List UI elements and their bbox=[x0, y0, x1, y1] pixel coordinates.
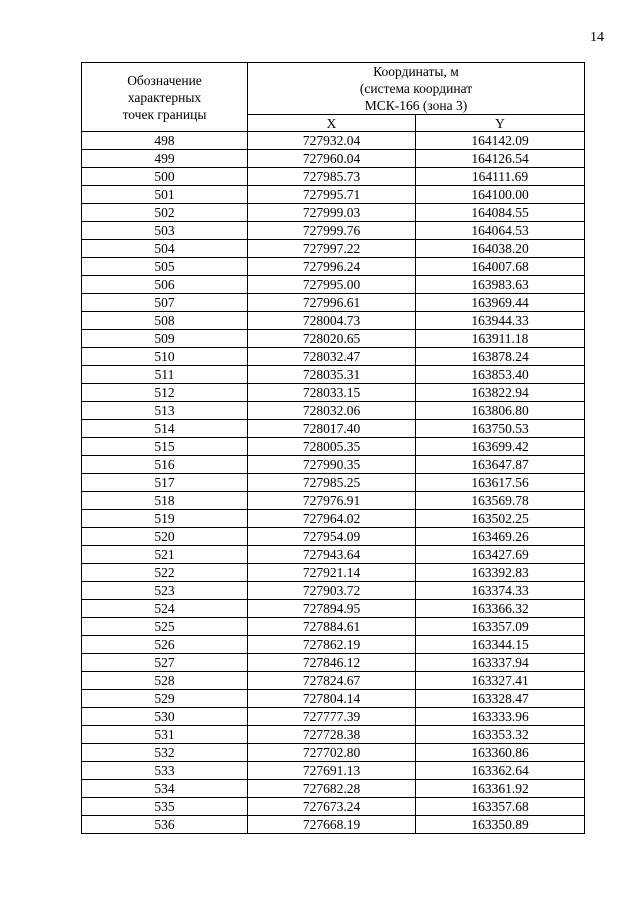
x-coordinate-cell: 727985.73 bbox=[248, 168, 416, 186]
y-coordinate-cell: 163469.26 bbox=[416, 528, 585, 546]
y-coordinate-cell: 163362.64 bbox=[416, 762, 585, 780]
x-coordinate-cell: 727990.35 bbox=[248, 456, 416, 474]
x-coordinate-cell: 727862.19 bbox=[248, 636, 416, 654]
y-coordinate-cell: 163327.41 bbox=[416, 672, 585, 690]
point-cell: 507 bbox=[82, 294, 248, 312]
x-coordinate-cell: 727995.71 bbox=[248, 186, 416, 204]
table-row bbox=[82, 636, 585, 654]
y-column-header: Y bbox=[416, 115, 585, 132]
table-row bbox=[82, 744, 585, 762]
table-row bbox=[82, 312, 585, 330]
point-cell: 504 bbox=[82, 240, 248, 258]
table-row bbox=[82, 168, 585, 186]
table-row bbox=[82, 492, 585, 510]
y-coordinate-cell: 163647.87 bbox=[416, 456, 585, 474]
y-coordinate-cell: 163357.09 bbox=[416, 618, 585, 636]
coord-header-line: МСК-166 (зона 3) bbox=[364, 98, 468, 113]
point-cell: 513 bbox=[82, 402, 248, 420]
y-coordinate-cell: 164111.69 bbox=[416, 168, 585, 186]
page-number: 14 bbox=[590, 30, 604, 45]
x-coordinate-cell: 728017.40 bbox=[248, 420, 416, 438]
y-coordinate-cell: 163333.96 bbox=[416, 708, 585, 726]
table-row bbox=[82, 330, 585, 348]
x-coordinate-cell: 727903.72 bbox=[248, 582, 416, 600]
table-row bbox=[82, 204, 585, 222]
y-coordinate-cell: 163337.94 bbox=[416, 654, 585, 672]
table-row bbox=[82, 726, 585, 744]
y-coordinate-cell: 164126.54 bbox=[416, 150, 585, 168]
x-coordinate-cell: 727996.24 bbox=[248, 258, 416, 276]
y-coordinate-cell: 163502.25 bbox=[416, 510, 585, 528]
y-coordinate-cell: 163944.33 bbox=[416, 312, 585, 330]
x-coordinate-cell: 727682.28 bbox=[248, 780, 416, 798]
point-cell: 508 bbox=[82, 312, 248, 330]
point-designation-header bbox=[82, 63, 248, 132]
y-coordinate-cell: 163911.18 bbox=[416, 330, 585, 348]
x-coordinate-cell: 728032.47 bbox=[248, 348, 416, 366]
point-cell: 501 bbox=[82, 186, 248, 204]
table-row bbox=[82, 762, 585, 780]
x-coordinate-cell: 728020.65 bbox=[248, 330, 416, 348]
table-row bbox=[82, 654, 585, 672]
x-coordinate-cell: 727824.67 bbox=[248, 672, 416, 690]
point-cell: 505 bbox=[82, 258, 248, 276]
x-coordinate-cell: 727999.76 bbox=[248, 222, 416, 240]
point-cell: 522 bbox=[82, 564, 248, 582]
table-row bbox=[82, 672, 585, 690]
point-header-line: точек границы bbox=[122, 106, 207, 122]
coordinates-table bbox=[81, 62, 585, 834]
point-cell: 521 bbox=[82, 546, 248, 564]
y-coordinate-cell: 163750.53 bbox=[416, 420, 585, 438]
point-cell: 503 bbox=[82, 222, 248, 240]
table-row bbox=[82, 438, 585, 456]
point-cell: 500 bbox=[82, 168, 248, 186]
x-coordinate-cell: 727999.03 bbox=[248, 204, 416, 222]
table-row bbox=[82, 582, 585, 600]
point-cell: 506 bbox=[82, 276, 248, 294]
table-row bbox=[82, 690, 585, 708]
x-coordinate-cell: 727673.24 bbox=[248, 798, 416, 816]
point-cell: 519 bbox=[82, 510, 248, 528]
x-coordinate-cell: 727804.14 bbox=[248, 690, 416, 708]
coordinates-header bbox=[248, 63, 585, 115]
point-cell: 515 bbox=[82, 438, 248, 456]
table-row bbox=[82, 222, 585, 240]
point-cell: 531 bbox=[82, 726, 248, 744]
y-coordinate-cell: 163806.80 bbox=[416, 402, 585, 420]
y-coordinate-cell: 163366.32 bbox=[416, 600, 585, 618]
table-row bbox=[82, 258, 585, 276]
point-cell: 502 bbox=[82, 204, 248, 222]
point-cell: 533 bbox=[82, 762, 248, 780]
y-coordinate-cell: 163360.86 bbox=[416, 744, 585, 762]
point-cell: 517 bbox=[82, 474, 248, 492]
x-coordinate-cell: 727985.25 bbox=[248, 474, 416, 492]
x-coordinate-cell: 728033.15 bbox=[248, 384, 416, 402]
point-cell: 498 bbox=[82, 132, 248, 150]
point-cell: 511 bbox=[82, 366, 248, 384]
x-coordinate-cell: 727976.91 bbox=[248, 492, 416, 510]
table-body bbox=[82, 132, 585, 834]
point-cell: 514 bbox=[82, 420, 248, 438]
y-coordinate-cell: 164038.20 bbox=[416, 240, 585, 258]
y-coordinate-cell: 164142.09 bbox=[416, 132, 585, 150]
point-cell: 509 bbox=[82, 330, 248, 348]
x-coordinate-cell: 728032.06 bbox=[248, 402, 416, 420]
y-coordinate-cell: 163328.47 bbox=[416, 690, 585, 708]
table-row bbox=[82, 276, 585, 294]
y-coordinate-cell: 163853.40 bbox=[416, 366, 585, 384]
table-row bbox=[82, 132, 585, 150]
point-cell: 528 bbox=[82, 672, 248, 690]
table-row bbox=[82, 798, 585, 816]
x-coordinate-cell: 727960.04 bbox=[248, 150, 416, 168]
x-coordinate-cell: 728004.73 bbox=[248, 312, 416, 330]
x-coordinate-cell: 727691.13 bbox=[248, 762, 416, 780]
table-row bbox=[82, 294, 585, 312]
y-coordinate-cell: 163353.32 bbox=[416, 726, 585, 744]
point-header-line: характерных bbox=[127, 89, 202, 105]
coord-header-line: (система координат bbox=[359, 81, 473, 96]
x-coordinate-cell: 727894.95 bbox=[248, 600, 416, 618]
point-cell: 499 bbox=[82, 150, 248, 168]
table-row bbox=[82, 528, 585, 546]
y-coordinate-cell: 163427.69 bbox=[416, 546, 585, 564]
table-row bbox=[82, 600, 585, 618]
y-coordinate-cell: 164007.68 bbox=[416, 258, 585, 276]
point-cell: 518 bbox=[82, 492, 248, 510]
x-coordinate-cell: 727702.80 bbox=[248, 744, 416, 762]
x-coordinate-cell: 727964.02 bbox=[248, 510, 416, 528]
table-header-row bbox=[82, 63, 585, 115]
point-cell: 520 bbox=[82, 528, 248, 546]
point-cell: 525 bbox=[82, 618, 248, 636]
y-coordinate-cell: 163344.15 bbox=[416, 636, 585, 654]
table-row bbox=[82, 150, 585, 168]
x-coordinate-cell: 727943.64 bbox=[248, 546, 416, 564]
table-row bbox=[82, 402, 585, 420]
x-coordinate-cell: 727846.12 bbox=[248, 654, 416, 672]
table-row bbox=[82, 510, 585, 528]
point-cell: 516 bbox=[82, 456, 248, 474]
y-coordinate-cell: 163374.33 bbox=[416, 582, 585, 600]
x-coordinate-cell: 727995.00 bbox=[248, 276, 416, 294]
y-coordinate-cell: 163822.94 bbox=[416, 384, 585, 402]
y-coordinate-cell: 163357.68 bbox=[416, 798, 585, 816]
point-cell: 534 bbox=[82, 780, 248, 798]
point-cell: 532 bbox=[82, 744, 248, 762]
y-coordinate-cell: 163569.78 bbox=[416, 492, 585, 510]
table-row bbox=[82, 240, 585, 258]
x-coordinate-cell: 727884.61 bbox=[248, 618, 416, 636]
point-cell: 523 bbox=[82, 582, 248, 600]
x-coordinate-cell: 727668.19 bbox=[248, 816, 416, 834]
point-cell: 524 bbox=[82, 600, 248, 618]
x-coordinate-cell: 727777.39 bbox=[248, 708, 416, 726]
x-coordinate-cell: 727996.61 bbox=[248, 294, 416, 312]
point-header-line: Обозначение bbox=[127, 72, 202, 88]
table-row bbox=[82, 348, 585, 366]
point-cell: 526 bbox=[82, 636, 248, 654]
y-coordinate-cell: 163617.56 bbox=[416, 474, 585, 492]
y-coordinate-cell: 163878.24 bbox=[416, 348, 585, 366]
point-cell: 536 bbox=[82, 816, 248, 834]
x-column-header: X bbox=[248, 115, 416, 132]
x-coordinate-cell: 728035.31 bbox=[248, 366, 416, 384]
point-cell: 535 bbox=[82, 798, 248, 816]
x-coordinate-cell: 727954.09 bbox=[248, 528, 416, 546]
table-row bbox=[82, 384, 585, 402]
point-cell: 530 bbox=[82, 708, 248, 726]
x-coordinate-cell: 727997.22 bbox=[248, 240, 416, 258]
table-row bbox=[82, 474, 585, 492]
y-coordinate-cell: 164064.53 bbox=[416, 222, 585, 240]
coord-header-line: Координаты, м bbox=[373, 64, 459, 79]
table-row bbox=[82, 366, 585, 384]
y-coordinate-cell: 163969.44 bbox=[416, 294, 585, 312]
table-row bbox=[82, 780, 585, 798]
table-row bbox=[82, 618, 585, 636]
y-coordinate-cell: 164084.55 bbox=[416, 204, 585, 222]
y-coordinate-cell: 163350.89 bbox=[416, 816, 585, 834]
table-row bbox=[82, 420, 585, 438]
table-row bbox=[82, 456, 585, 474]
y-coordinate-cell: 163699.42 bbox=[416, 438, 585, 456]
point-cell: 529 bbox=[82, 690, 248, 708]
table-row bbox=[82, 546, 585, 564]
x-coordinate-cell: 727728.38 bbox=[248, 726, 416, 744]
y-coordinate-cell: 163983.63 bbox=[416, 276, 585, 294]
x-coordinate-cell: 727921.14 bbox=[248, 564, 416, 582]
table-row bbox=[82, 564, 585, 582]
y-coordinate-cell: 164100.00 bbox=[416, 186, 585, 204]
point-cell: 527 bbox=[82, 654, 248, 672]
y-coordinate-cell: 163392.83 bbox=[416, 564, 585, 582]
x-coordinate-cell: 728005.35 bbox=[248, 438, 416, 456]
point-cell: 510 bbox=[82, 348, 248, 366]
y-coordinate-cell: 163361.92 bbox=[416, 780, 585, 798]
table-row bbox=[82, 708, 585, 726]
table-row bbox=[82, 816, 585, 834]
table-row bbox=[82, 186, 585, 204]
x-coordinate-cell: 727932.04 bbox=[248, 132, 416, 150]
point-cell: 512 bbox=[82, 384, 248, 402]
